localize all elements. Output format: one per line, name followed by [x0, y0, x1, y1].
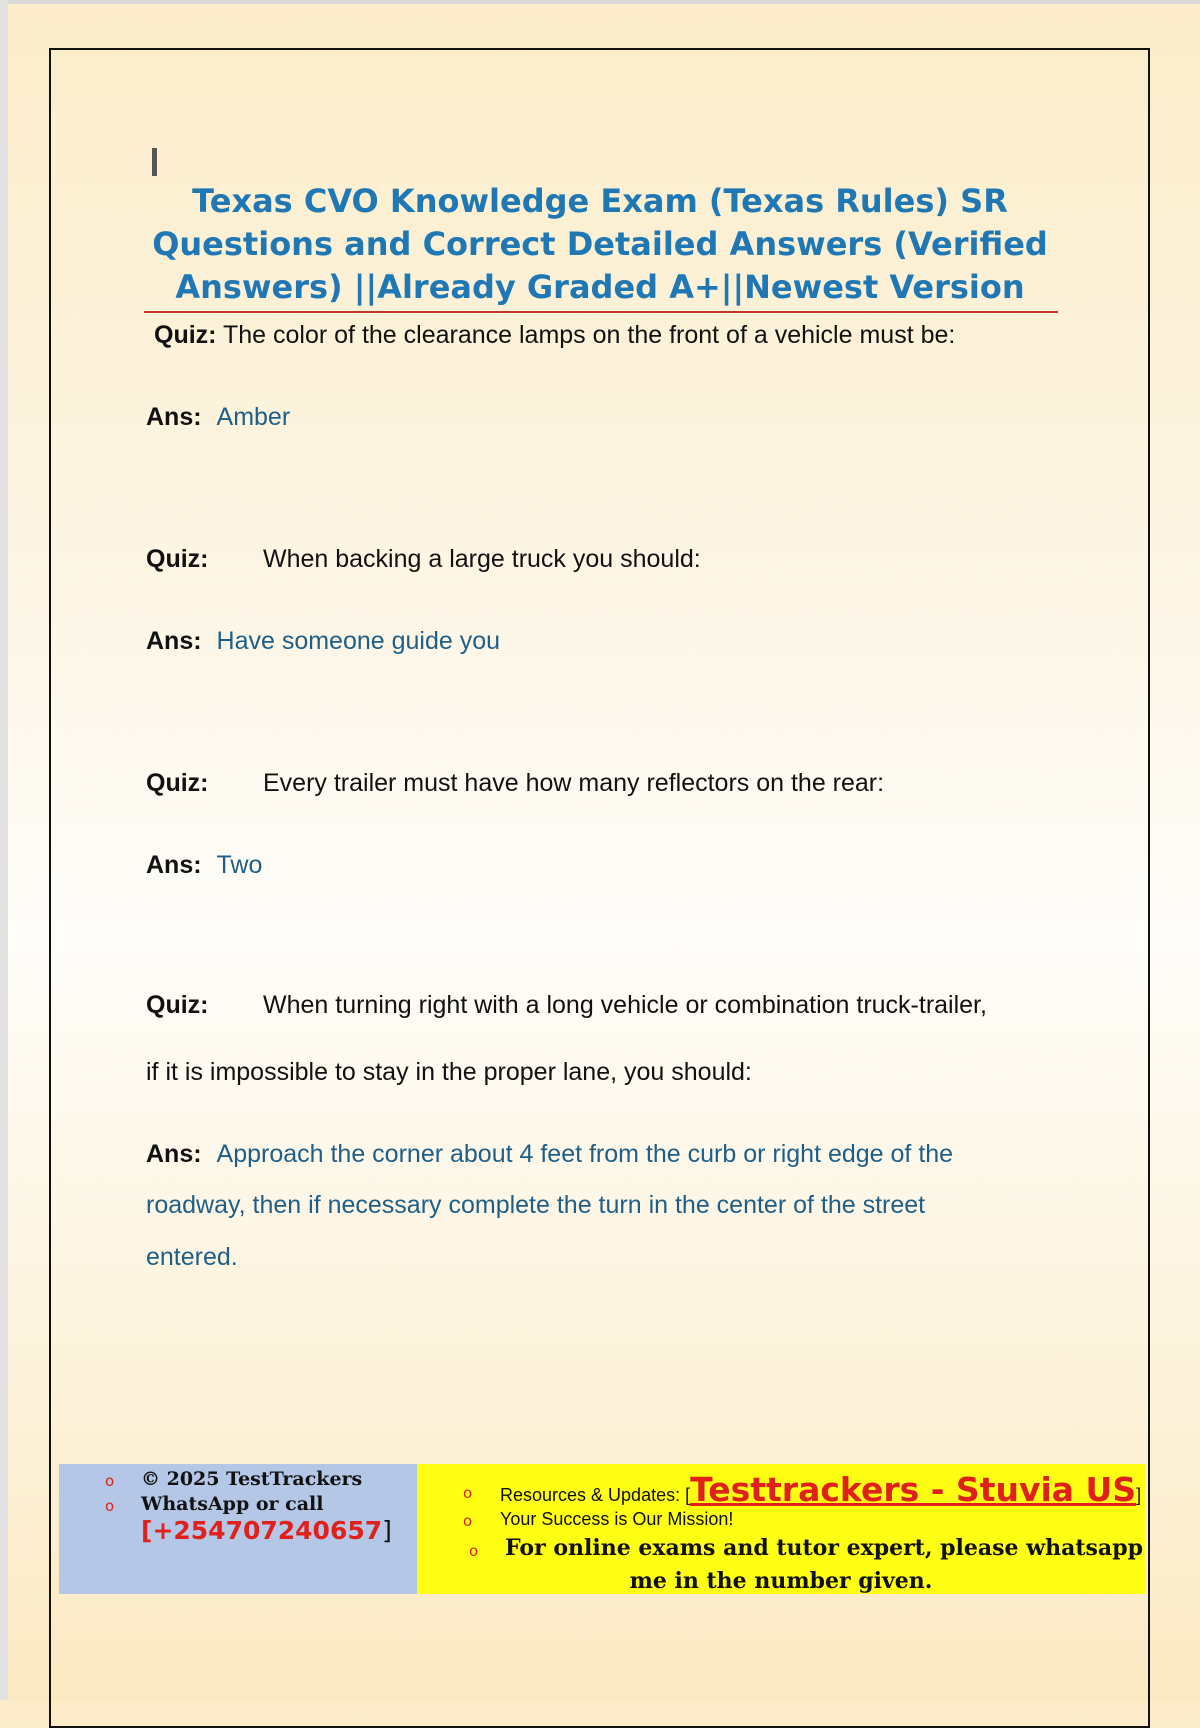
bullet-icon: o	[463, 1484, 473, 1502]
answer-4-line-3	[146, 1243, 238, 1272]
footer-promo-box	[417, 1464, 1145, 1594]
copyright-text: © 2025 TestTrackers	[141, 1468, 363, 1490]
question-1	[154, 321, 955, 350]
phone-bracket-open: [	[141, 1516, 153, 1545]
resources-label: Resources & Updates: [	[500, 1485, 691, 1505]
bullet-icon: o	[105, 1497, 115, 1515]
answer-text-line-2: roadway, then if necessary complete the turn in the center of the street	[146, 1191, 926, 1219]
resources-line	[500, 1470, 1141, 1509]
question-text-line-2: if it is impossible to stay in the proper lane, you should:	[146, 1058, 752, 1086]
phone-number[interactable]	[141, 1516, 392, 1545]
answer-3	[146, 851, 262, 880]
page-top-edge	[0, 0, 1200, 4]
answer-text: Two	[216, 851, 263, 879]
answer-text: Amber	[216, 403, 291, 431]
question-text: When backing a large truck you should:	[263, 545, 701, 573]
contact-label: WhatsApp or call	[141, 1493, 324, 1515]
answer-text: Have someone guide you	[216, 627, 501, 655]
answer-2	[146, 627, 500, 656]
question-4	[146, 991, 987, 1020]
answer-text-line-1: Approach the corner about 4 feet from the curb or right edge of the	[216, 1140, 954, 1168]
mission-text: Your Success is Our Mission!	[500, 1509, 734, 1529]
ans-label: Ans:	[146, 627, 202, 655]
ans-label: Ans:	[146, 403, 202, 431]
resources-link[interactable]: Testtrackers - Stuvia US	[690, 1470, 1137, 1509]
answer-4	[146, 1140, 953, 1169]
quiz-label: Quiz:	[146, 545, 209, 573]
phone-value: +254707240657	[152, 1516, 383, 1545]
offer-text-line-1: For online exams and tutor expert, please whatsapp	[505, 1535, 1143, 1561]
bullet-icon: o	[469, 1542, 479, 1560]
answer-4-line-2	[146, 1191, 925, 1220]
quiz-label: Quiz:	[146, 991, 209, 1019]
ans-label: Ans:	[146, 851, 202, 879]
question-4-continued	[146, 1058, 752, 1087]
answer-text-line-3: entered.	[146, 1243, 238, 1271]
title-underline	[144, 311, 1058, 313]
question-text: The color of the clearance lamps on the front of a vehicle must be:	[223, 321, 956, 349]
bullet-icon: o	[105, 1472, 115, 1490]
quiz-label: Quiz:	[146, 769, 209, 797]
offer-text-line-2: me in the number given.	[629, 1568, 933, 1594]
phone-bracket-close: ]	[382, 1516, 392, 1545]
question-text-line-1: When turning right with a long vehicle or combination truck-trailer,	[263, 991, 987, 1019]
answer-1	[146, 403, 290, 432]
page-left-edge	[0, 0, 8, 1700]
question-3	[146, 769, 884, 798]
ans-label: Ans:	[146, 1140, 202, 1168]
bullet-icon: o	[463, 1512, 473, 1530]
question-2	[146, 545, 701, 574]
question-text: Every trailer must have how many reflectors on the rear:	[263, 769, 885, 797]
document-title	[140, 180, 1060, 309]
text-cursor	[152, 148, 157, 176]
title-line-2: Questions and Correct Detailed Answers (Verified	[152, 225, 1048, 263]
resources-bracket-close: ]	[1136, 1485, 1142, 1505]
footer-contact-box	[59, 1464, 417, 1594]
quiz-label: Quiz:	[154, 321, 217, 349]
title-line-1: Texas CVO Knowledge Exam (Texas Rules) SR	[192, 182, 1008, 220]
title-line-3: Answers) ||Already Graded A+||Newest Version	[175, 268, 1025, 306]
